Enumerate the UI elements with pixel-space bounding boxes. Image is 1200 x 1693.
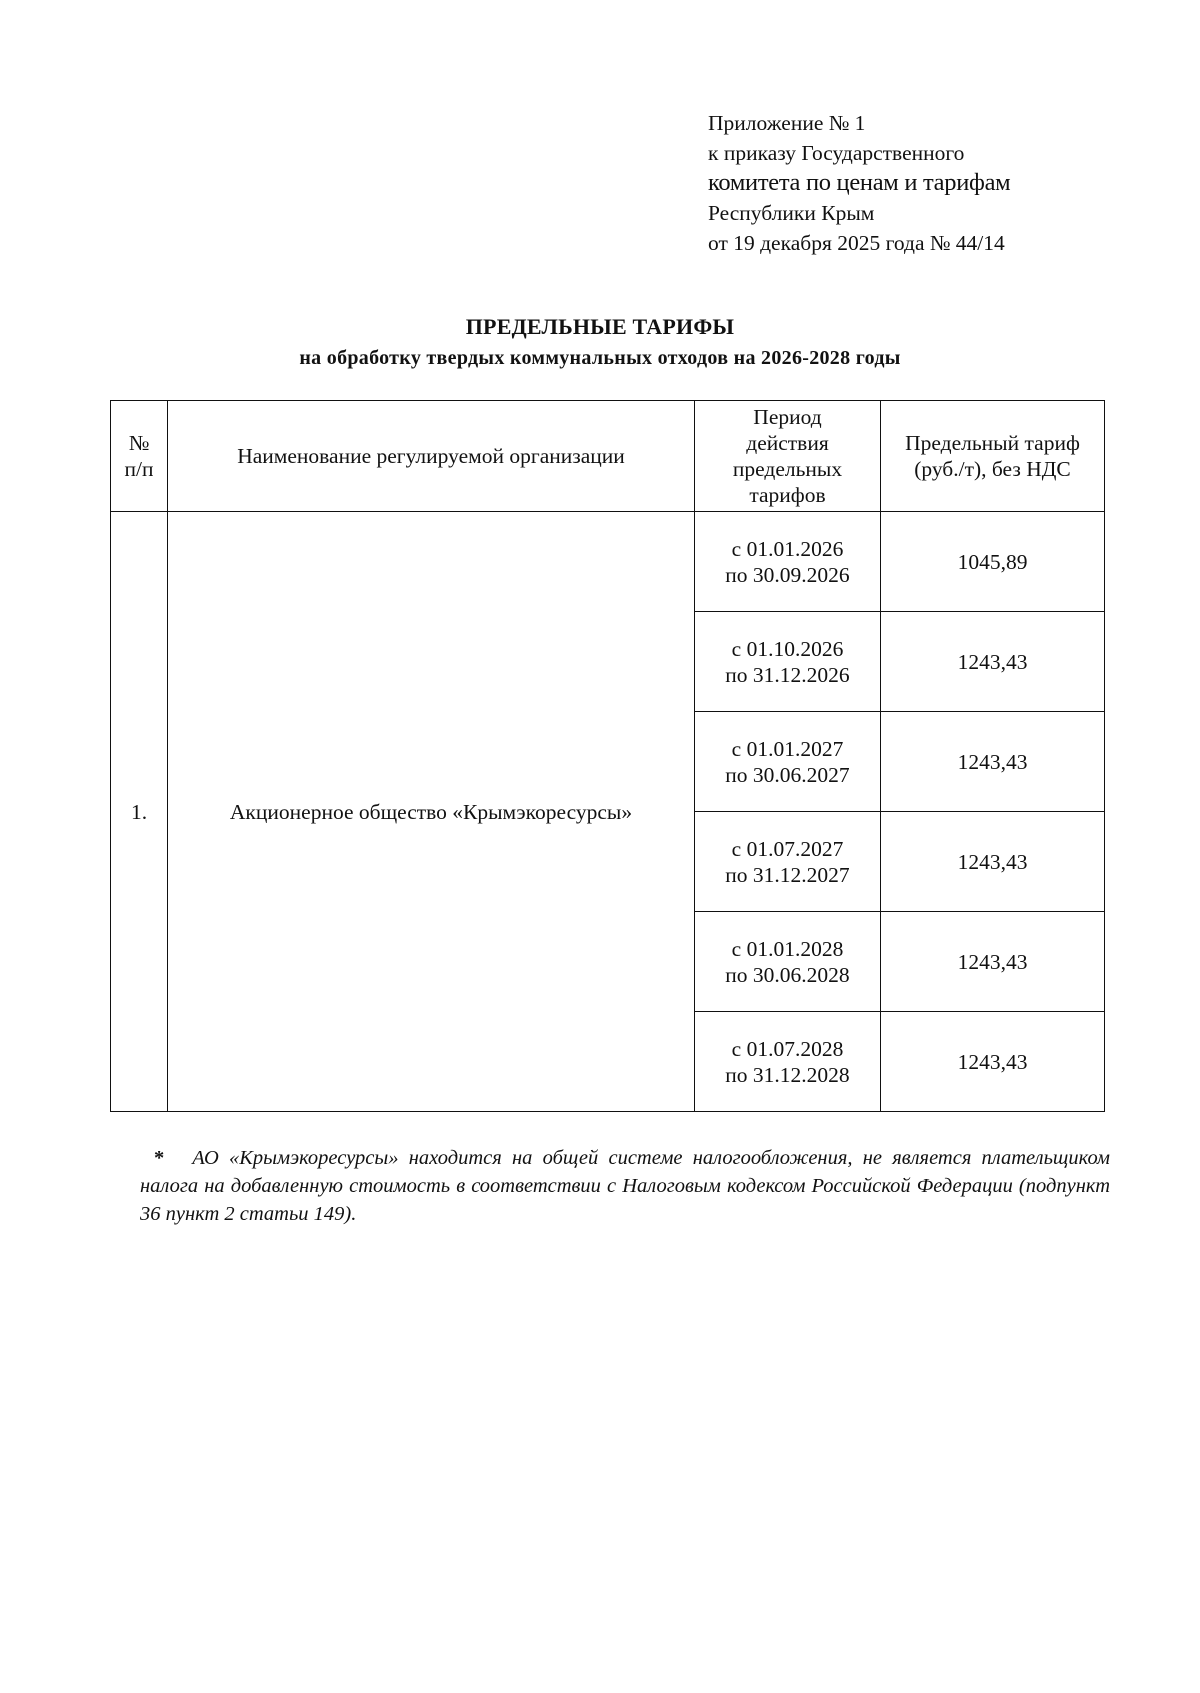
period-cell: с 01.01.2028 по 30.06.2028 bbox=[695, 912, 881, 1012]
tariff-cell: 1243,43 bbox=[881, 612, 1105, 712]
tariff-cell: 1045,89 bbox=[881, 512, 1105, 612]
row-number: 1. bbox=[111, 512, 168, 1112]
header-tariff: Предельный тариф (руб./т), без НДС bbox=[881, 401, 1105, 512]
header-number: № п/п bbox=[111, 401, 168, 512]
period-cell: с 01.07.2028 по 31.12.2028 bbox=[695, 1012, 881, 1112]
footnote bbox=[140, 1144, 1110, 1228]
appendix-order-ref: к приказу Государственного bbox=[708, 141, 965, 165]
appendix-date: от 19 декабря 2025 года № 44/14 bbox=[708, 231, 1005, 255]
appendix-number: Приложение № 1 bbox=[708, 111, 866, 135]
table-header-row bbox=[111, 401, 1105, 512]
period-cell: с 01.01.2027 по 30.06.2027 bbox=[695, 712, 881, 812]
organization-name: Акционерное общество «Крымэкоресурсы» bbox=[168, 512, 695, 1112]
table-row bbox=[111, 512, 1105, 612]
tariff-cell: 1243,43 bbox=[881, 1012, 1105, 1112]
header-period: Период действия предельных тарифов bbox=[695, 401, 881, 512]
appendix-committee: комитета по ценам и тарифам bbox=[708, 169, 1011, 196]
period-cell: с 01.01.2026 по 30.09.2026 bbox=[695, 512, 881, 612]
header-organization: Наименование регулируемой организации bbox=[168, 401, 695, 512]
tariff-cell: 1243,43 bbox=[881, 812, 1105, 912]
appendix-republic: Республики Крым bbox=[708, 201, 875, 225]
footnote-text: АО «Крымэкоресурсы» находится на общей системе налогообложения, не является плательщиком налога на добавленную стоимость в соответствии с Налоговым кодексом Российской Федерации (подпункт 36 пункт 2 статьи 149). bbox=[140, 1147, 1110, 1225]
appendix-header bbox=[708, 108, 1010, 258]
tariff-cell: 1243,43 bbox=[881, 912, 1105, 1012]
document-subtitle: на обработку твердых коммунальных отходов на 2026-2028 годы bbox=[299, 347, 901, 369]
tariff-cell: 1243,43 bbox=[881, 712, 1105, 812]
document-title: ПРЕДЕЛЬНЫЕ ТАРИФЫ bbox=[465, 314, 735, 339]
period-cell: с 01.10.2026 по 31.12.2026 bbox=[695, 612, 881, 712]
tariffs-table bbox=[110, 400, 1105, 1112]
footnote-marker: * bbox=[154, 1147, 165, 1169]
period-cell: с 01.07.2027 по 31.12.2027 bbox=[695, 812, 881, 912]
